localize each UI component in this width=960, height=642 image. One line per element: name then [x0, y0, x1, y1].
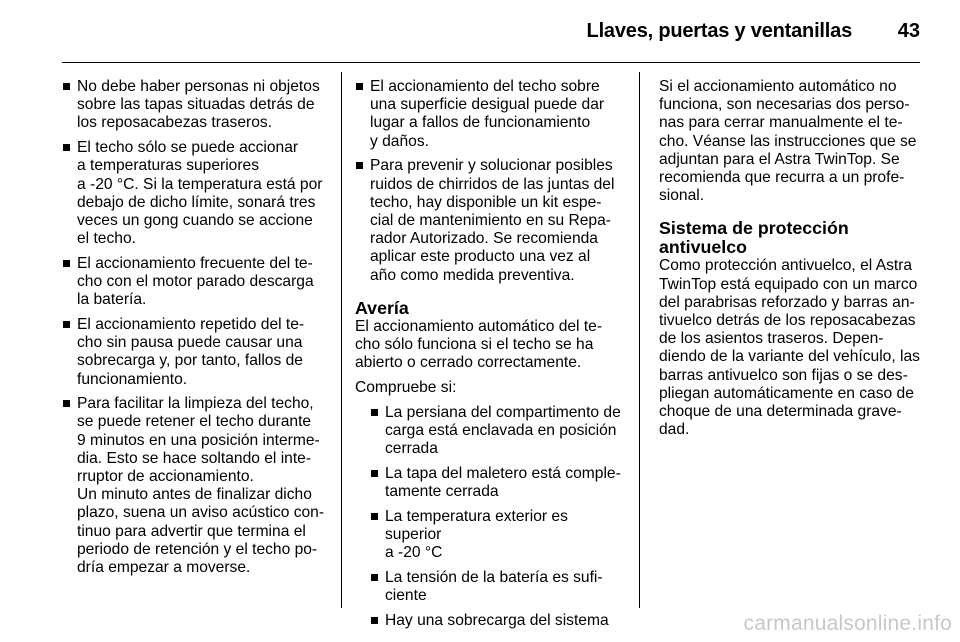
averia-paragraph: El accionamiento automático del te- cho sólo funciona si el techo se ha abierto o cerrado correctamente.	[355, 317, 603, 372]
bullet-item: Para prevenir y solucionar posibles ruidos de chirridos de las juntas del techo, hay disponible un kit espe- cial de mantenimiento en su Repa- rador Autorizado. Se recomienda aplicar este producto una vez al año como medida preventiva.	[355, 157, 627, 284]
column-divider-right	[639, 72, 640, 608]
bullet-item: El accionamiento del techo sobre una superficie desigual puede dar lugar a fallos de funcionamiento y daños.	[355, 78, 627, 151]
bullet-item: El accionamiento frecuente del te- cho con el motor parado descarga la batería.	[62, 255, 330, 310]
column-right	[659, 78, 925, 446]
bullet-item: El accionamiento repetido del te- cho sin pausa puede causar una sobrecarga y, por tanto, fallos de funcionamiento.	[62, 316, 330, 389]
column-left	[62, 78, 330, 584]
bullet-item: Para facilitar la limpieza del techo, se puede retener el techo durante 9 minutos en una posición interme- dia. Esto se hace soltando el inte- rruptor de accionamiento. Un minuto antes de finalizar dicho plazo, suena un aviso acústico con- tinuo para advertir que termina el periodo de retención y el techo po- dría empezar a moverse.	[62, 395, 330, 577]
page-number: 43	[897, 20, 920, 42]
column-divider-left	[341, 72, 342, 608]
check-intro: Compruebe si:	[355, 378, 457, 396]
section-heading-averia: Avería	[355, 297, 409, 318]
manual-close-paragraph: Si el accionamiento automático no funciona, son necesarias dos perso- nas para cerrar manualmente el te- cho. Véanse las instrucciones que se adjuntan para el Astra TwinTop. Se recomienda que recurra a un profe- sional.	[659, 78, 917, 205]
page-title: Llaves, puertas y ventanillas	[586, 20, 852, 42]
check-item: La persiana del compartimento de carga está enclavada en posición cerrada	[370, 404, 627, 459]
section-heading-rollover: Sistema de protección antivuelco	[659, 218, 849, 258]
check-item: La tapa del maletero está comple- tamente cerrada	[370, 465, 627, 501]
check-item: La temperatura exterior es superior a -20 °C	[370, 508, 627, 563]
watermark: carmanualsonline.info	[743, 612, 952, 635]
rollover-paragraph: Como protección antivuelco, el Astra TwinTop está equipado con un marco del parabrisas reforzado y barras an- tivuelco detrás de los reposacabezas de los asientos traseros. Depen- diendo de la variante del vehículo, las barras antivuelco son fijas o se des- pliegan automáticamente en caso de choque de una determinada grave- dad.	[659, 257, 920, 439]
check-item: La tensión de la batería es sufi- ciente	[370, 569, 627, 605]
bullet-item: No debe haber personas ni objetos sobre las tapas situadas detrás de los reposacabezas traseros.	[62, 78, 330, 133]
check-item: Hay una sobrecarga del sistema	[370, 612, 627, 630]
header-rule	[62, 62, 920, 63]
column-middle	[355, 78, 627, 636]
bullet-item: El techo sólo se puede accionar a temperaturas superiores a -20 °C. Si la temperatura está por debajo de dicho límite, sonará tres veces un gong cuando se accione el techo.	[62, 139, 330, 248]
check-list	[355, 404, 627, 630]
page-header	[0, 14, 960, 54]
